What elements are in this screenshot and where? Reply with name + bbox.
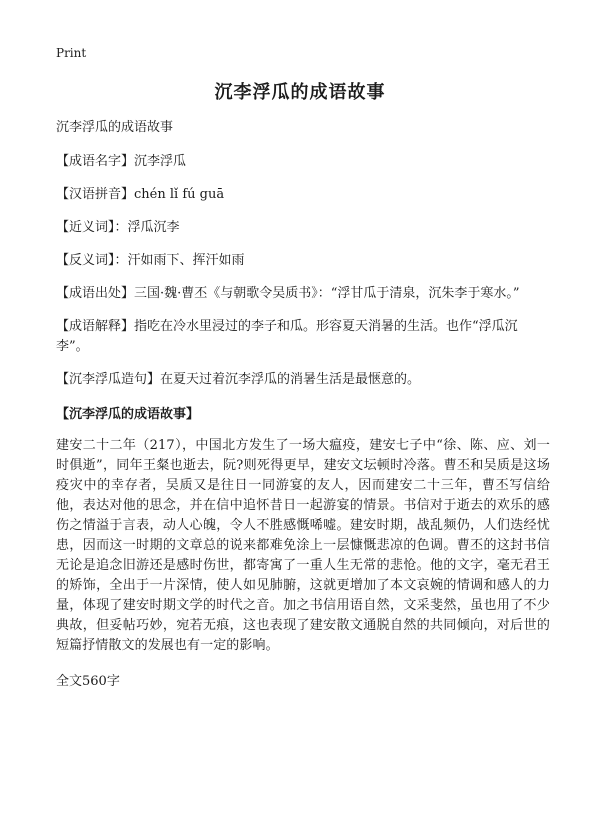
- field-label: 【沉李浮瓜造句】: [56, 372, 161, 387]
- field-value: 沉李浮瓜: [134, 154, 187, 169]
- document-subtitle: 沉李浮瓜的成语故事: [56, 120, 174, 135]
- story-heading: 【沉李浮瓜的成语故事】: [56, 407, 200, 422]
- field-value: chén lǐ fú guā: [134, 187, 225, 202]
- field-value: 在夏天过着沉李浮瓜的消暑生活是最惬意的。: [160, 372, 421, 387]
- field-label: 【成语名字】: [56, 154, 135, 169]
- word-count: 全文560字: [56, 674, 120, 689]
- field-label: 【成语解释】: [56, 319, 135, 334]
- field-value: 汗如雨下、挥汗如雨: [127, 253, 245, 268]
- field-synonym: [56, 218, 550, 238]
- field-pinyin: [56, 185, 550, 205]
- field-example-sentence: [56, 370, 550, 390]
- field-explanation: [56, 317, 550, 357]
- field-antonym: [56, 251, 550, 271]
- story-body: 建安二十二年（217），中国北方发生了一场大瘟疫，建安七子中“徐、陈、应、刘一时俱逝”，同年王粲也逝去，阮?则死得更早，建安文坛顿时冷落。曹丕和吴质是这场疫灾中的幸存者，吴质又是往日一同游宴的友人，因而建安二十三年，曹丕写信给他，表达对他的思念，并在信中追怀昔日一起游宴的情景。书信对于逝去的欢乐的感伤之情溢于言表，动人心魄，令人不胜感慨唏嘘。建安时期，战乱频仍，人们迭经忧患，因而这一时期的文章总的说来都难免涂上一层慷慨悲凉的色调。曹丕的这封书信无论是追念旧游还是感时伤世，都寄寓了一重人生无常的悲怆。他的文字，毫无君王的矫饰，全出于一片深情，使人如见肺腑，这就更增加了本文哀婉的情调和感人的力量，体现了建安时期文学的时代之音。加之书信用语自然，文采斐然，虽也用了不少典故，但妥帖巧妙，宛若无痕，这也表现了建安散文通脱自然的共同倾向，对后世的短篇抒情散文的发展也有一定的影响。: [56, 438, 550, 653]
- field-label: 【反义词】：: [56, 253, 128, 268]
- document-content: [56, 118, 550, 692]
- field-source: [56, 284, 550, 304]
- field-value: 指吃在冷水里浸过的李子和瓜。形容夏天消暑的生活。也作“浮瓜沉李”。: [56, 319, 518, 354]
- field-label: 【成语出处】: [56, 286, 135, 301]
- field-value: 浮瓜沉李: [127, 220, 180, 235]
- print-label: Print: [56, 46, 87, 60]
- field-label: 【汉语拼音】: [56, 187, 135, 202]
- field-value: 三国·魏·曹丕《与朝歌令吴质书》：“浮甘瓜于清泉，沉朱李于寒水。”: [134, 286, 520, 301]
- page-title: 沉李浮瓜的成语故事: [214, 82, 386, 103]
- field-idiom-name: [56, 152, 550, 172]
- field-label: 【近义词】：: [56, 220, 128, 235]
